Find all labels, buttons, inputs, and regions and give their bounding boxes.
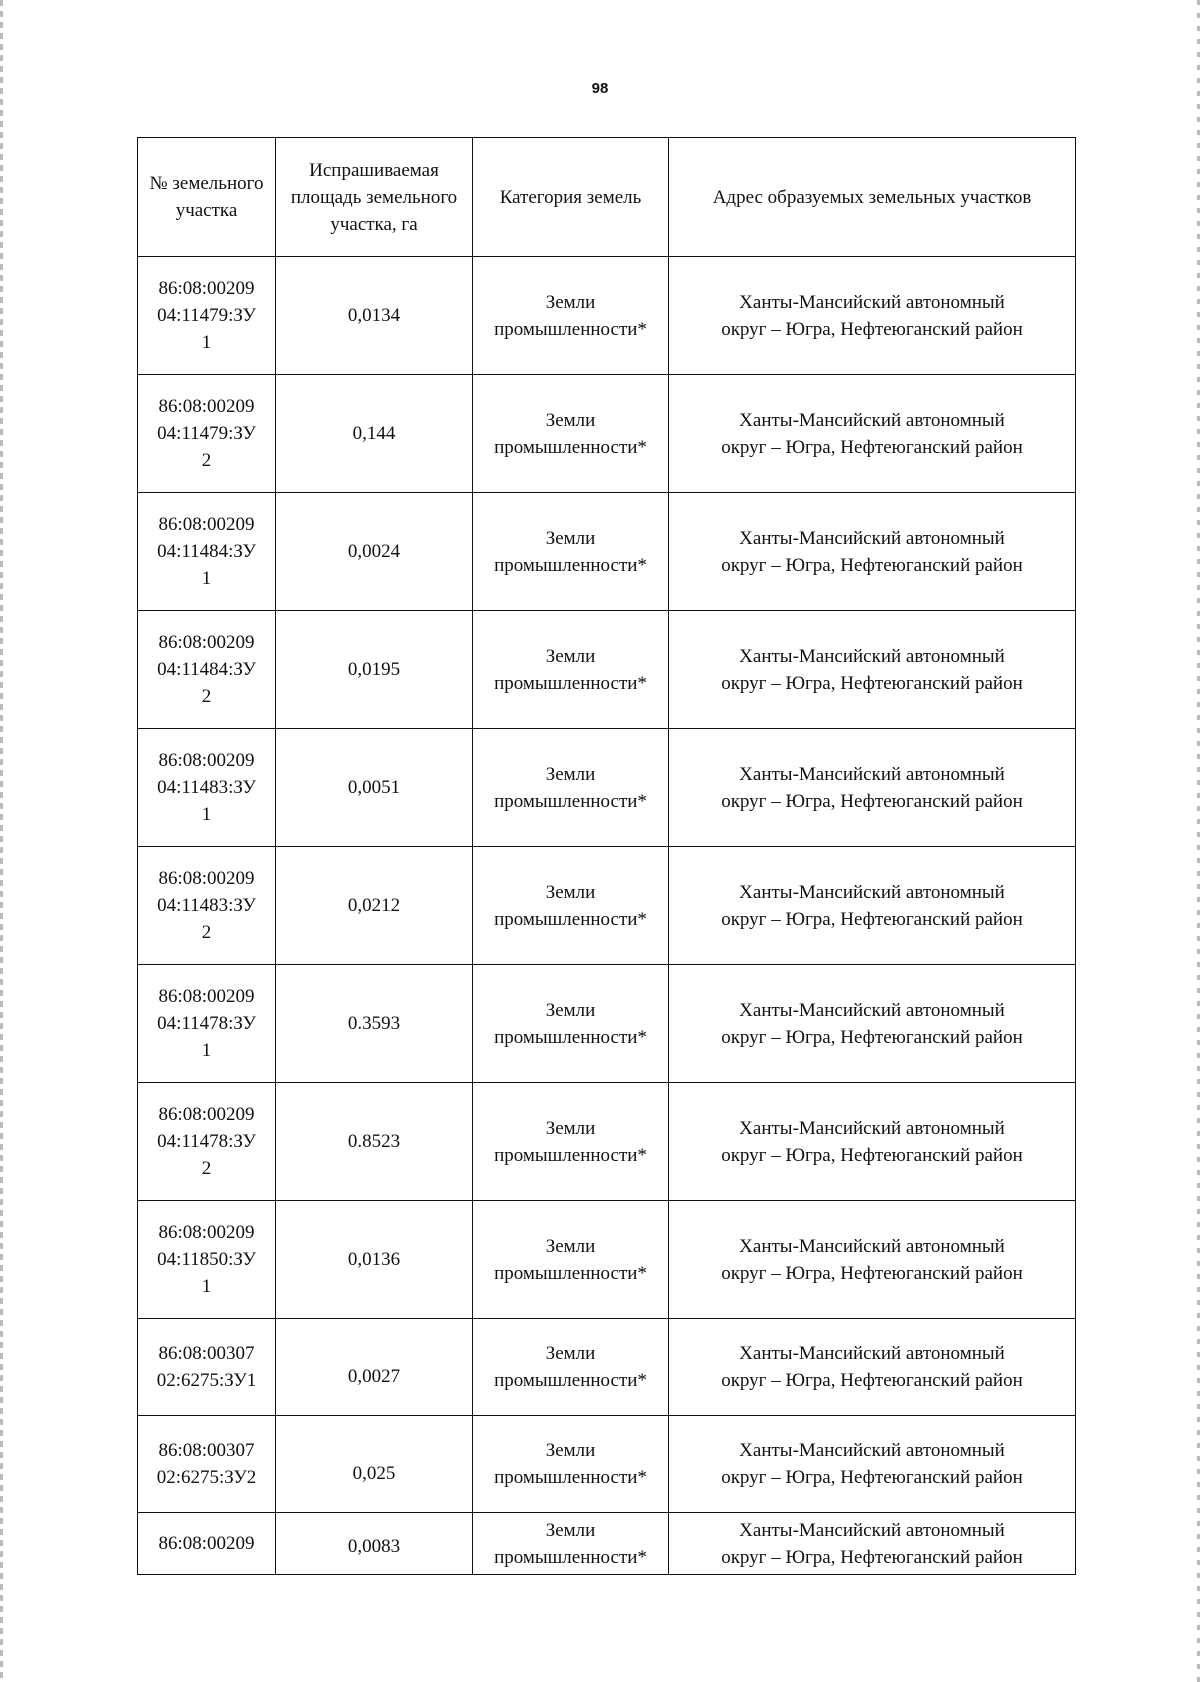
table-row bbox=[138, 611, 1076, 729]
area-cell: 0,0083 bbox=[276, 1513, 473, 1575]
parcel-number-cell-line: 86:08:00307 bbox=[158, 1440, 255, 1461]
parcel-number-cell bbox=[138, 1083, 276, 1201]
table-row bbox=[138, 257, 1076, 375]
land-category-cell bbox=[473, 493, 669, 611]
land-category-cell bbox=[473, 965, 669, 1083]
parcel-number-cell-line: 04:11478:ЗУ bbox=[157, 1131, 256, 1152]
area-cell: 0.3593 bbox=[276, 965, 473, 1083]
land-category-cell bbox=[473, 1201, 669, 1319]
address-cell-line: Ханты-Мансийский автономный bbox=[739, 881, 1005, 903]
parcel-number-cell-line: 86:08:00209 bbox=[158, 278, 255, 299]
parcel-number-cell-line: 86:08:00307 bbox=[158, 1343, 255, 1364]
land-category-cell-line: Земли bbox=[545, 881, 596, 903]
parcel-number-cell bbox=[138, 611, 276, 729]
address-cell bbox=[669, 1083, 1076, 1201]
address-cell bbox=[669, 847, 1076, 965]
address-cell-line: округ – Югра, Нефтеюганский район bbox=[721, 1546, 1023, 1568]
address-cell-line: округ – Югра, Нефтеюганский район bbox=[721, 672, 1023, 694]
parcel-number-cell bbox=[138, 965, 276, 1083]
land-category-cell-line: Земли bbox=[545, 1519, 596, 1541]
address-cell-line: Ханты-Мансийский автономный bbox=[739, 1519, 1005, 1541]
parcel-number-cell-line: 2 bbox=[201, 686, 212, 707]
address-cell bbox=[669, 493, 1076, 611]
address-cell bbox=[669, 1513, 1076, 1575]
header-parcel-number: № земельного участка bbox=[138, 138, 276, 257]
land-category-cell-line: Земли bbox=[545, 1117, 596, 1139]
parcel-number-cell-line: 02:6275:ЗУ1 bbox=[156, 1370, 257, 1391]
parcel-number-cell-line: 2 bbox=[201, 1158, 212, 1179]
address-cell bbox=[669, 729, 1076, 847]
parcel-number-cell bbox=[138, 1416, 276, 1513]
address-cell-line: округ – Югра, Нефтеюганский район bbox=[721, 554, 1023, 576]
land-category-cell-line: промышленности* bbox=[494, 1262, 647, 1284]
address-cell bbox=[669, 375, 1076, 493]
parcel-number-cell-line: 04:11850:ЗУ bbox=[157, 1249, 256, 1270]
table-row bbox=[138, 847, 1076, 965]
table-row bbox=[138, 1201, 1076, 1319]
land-category-cell-line: Земли bbox=[545, 291, 596, 313]
land-category-cell-line: промышленности* bbox=[494, 790, 647, 812]
address-cell-line: Ханты-Мансийский автономный bbox=[739, 409, 1005, 431]
address-cell-line: Ханты-Мансийский автономный bbox=[739, 999, 1005, 1021]
table-row bbox=[138, 729, 1076, 847]
parcel-number-cell-line: 04:11484:ЗУ bbox=[157, 541, 256, 562]
land-category-cell-line: промышленности* bbox=[494, 1144, 647, 1166]
land-category-cell-line: промышленности* bbox=[494, 672, 647, 694]
table-header-row bbox=[138, 138, 1076, 257]
parcel-number-cell bbox=[138, 1201, 276, 1319]
address-cell-line: округ – Югра, Нефтеюганский район bbox=[721, 790, 1023, 812]
land-category-cell-line: Земли bbox=[545, 527, 596, 549]
land-category-cell-line: Земли bbox=[545, 1235, 596, 1257]
parcel-number-cell-line: 04:11483:ЗУ bbox=[157, 895, 256, 916]
parcel-number-cell-line: 04:11484:ЗУ bbox=[157, 659, 256, 680]
land-category-cell bbox=[473, 729, 669, 847]
parcel-number-cell bbox=[138, 493, 276, 611]
parcel-number-cell bbox=[138, 375, 276, 493]
land-category-cell-line: Земли bbox=[545, 999, 596, 1021]
parcel-number-cell-line: 86:08:00209 bbox=[158, 396, 255, 417]
parcel-number-cell-line: 86:08:00209 bbox=[158, 1222, 255, 1243]
table-row bbox=[138, 1083, 1076, 1201]
address-cell-line: округ – Югра, Нефтеюганский район bbox=[721, 1370, 1023, 1391]
parcel-number-cell-line: 86:08:00209 bbox=[158, 514, 255, 535]
parcel-number-cell-line: 1 bbox=[201, 1276, 212, 1297]
parcel-number-cell bbox=[138, 257, 276, 375]
parcel-number-cell-line: 04:11479:ЗУ bbox=[157, 305, 256, 326]
address-cell-line: Ханты-Мансийский автономный bbox=[739, 763, 1005, 785]
land-category-cell-line: Земли bbox=[545, 409, 596, 431]
address-cell-line: округ – Югра, Нефтеюганский район bbox=[721, 1144, 1023, 1166]
land-category-cell-line: промышленности* bbox=[494, 318, 647, 340]
parcel-number-cell-line: 86:08:00209 bbox=[158, 632, 255, 653]
parcel-number-cell-line: 1 bbox=[201, 804, 212, 825]
address-cell-line: Ханты-Мансийский автономный bbox=[739, 1343, 1005, 1364]
address-cell-line: округ – Югра, Нефтеюганский район bbox=[721, 436, 1023, 458]
address-cell-line: Ханты-Мансийский автономный bbox=[739, 291, 1005, 313]
area-cell: 0,0212 bbox=[276, 847, 473, 965]
land-category-cell-line: промышленности* bbox=[494, 436, 647, 458]
parcel-number-cell-line: 1 bbox=[201, 568, 212, 589]
land-category-cell-line: Земли bbox=[545, 1343, 596, 1364]
land-category-cell-line: Земли bbox=[545, 645, 596, 667]
parcel-number-cell bbox=[138, 1319, 276, 1416]
area-cell: 0,0195 bbox=[276, 611, 473, 729]
land-category-cell-line: Земли bbox=[545, 763, 596, 785]
address-cell bbox=[669, 257, 1076, 375]
land-category-cell bbox=[473, 257, 669, 375]
parcel-number-cell-line: 1 bbox=[201, 1040, 212, 1061]
land-category-cell-line: промышленности* bbox=[494, 908, 647, 930]
address-cell-line: округ – Югра, Нефтеюганский район bbox=[721, 1467, 1023, 1488]
address-cell bbox=[669, 1201, 1076, 1319]
parcel-number-cell-line: 86:08:00209 bbox=[158, 986, 255, 1007]
header-requested-area: Испрашиваемая площадь земельного участка, га bbox=[276, 138, 473, 257]
address-cell-line: Ханты-Мансийский автономный bbox=[739, 1235, 1005, 1257]
land-category-cell bbox=[473, 611, 669, 729]
parcel-number-cell bbox=[138, 847, 276, 965]
parcel-number-cell-line: 86:08:00209 bbox=[158, 868, 255, 889]
parcel-number-cell-line: 04:11483:ЗУ bbox=[157, 777, 256, 798]
land-category-cell bbox=[473, 847, 669, 965]
parcel-number-cell-line: 2 bbox=[201, 450, 212, 471]
address-cell bbox=[669, 1319, 1076, 1416]
scan-edge-left bbox=[0, 0, 3, 1682]
address-cell-line: Ханты-Мансийский автономный bbox=[739, 527, 1005, 549]
area-cell: 0.8523 bbox=[276, 1083, 473, 1201]
land-category-cell-line: промышленности* bbox=[494, 1370, 647, 1391]
area-cell: 0,144 bbox=[276, 375, 473, 493]
address-cell-line: округ – Югра, Нефтеюганский район bbox=[721, 1262, 1023, 1284]
table-row bbox=[138, 1513, 1076, 1575]
address-cell bbox=[669, 965, 1076, 1083]
parcel-number-cell-line: 04:11478:ЗУ bbox=[157, 1013, 256, 1034]
area-cell: 0,0024 bbox=[276, 493, 473, 611]
header-land-category: Категория земель bbox=[473, 138, 669, 257]
address-cell-line: Ханты-Мансийский автономный bbox=[739, 1440, 1005, 1461]
parcel-number-cell-line: 86:08:00209 bbox=[158, 750, 255, 771]
address-cell-line: округ – Югра, Нефтеюганский район bbox=[721, 908, 1023, 930]
land-category-cell bbox=[473, 1083, 669, 1201]
land-category-cell-line: промышленности* bbox=[494, 1026, 647, 1048]
table-row bbox=[138, 375, 1076, 493]
land-category-cell-line: промышленности* bbox=[494, 1467, 647, 1488]
address-cell-line: Ханты-Мансийский автономный bbox=[739, 645, 1005, 667]
address-cell-line: округ – Югра, Нефтеюганский район bbox=[721, 318, 1023, 340]
area-cell: 0,0134 bbox=[276, 257, 473, 375]
parcel-number-cell bbox=[138, 729, 276, 847]
land-category-cell bbox=[473, 1513, 669, 1575]
table-row bbox=[138, 965, 1076, 1083]
parcel-number-cell-line: 1 bbox=[201, 332, 212, 353]
area-cell: 0,0027 bbox=[276, 1319, 473, 1416]
parcel-number-cell-line: 2 bbox=[201, 922, 212, 943]
land-category-cell bbox=[473, 1416, 669, 1513]
land-category-cell-line: промышленности* bbox=[494, 554, 647, 576]
land-category-cell-line: промышленности* bbox=[494, 1546, 647, 1568]
parcel-number-cell bbox=[138, 1513, 276, 1575]
land-category-cell bbox=[473, 375, 669, 493]
header-address: Адрес образуемых земельных участков bbox=[669, 138, 1076, 257]
table-row bbox=[138, 1416, 1076, 1513]
address-cell-line: Ханты-Мансийский автономный bbox=[739, 1117, 1005, 1139]
address-cell bbox=[669, 1416, 1076, 1513]
area-cell: 0,0136 bbox=[276, 1201, 473, 1319]
page-number: 98 bbox=[591, 80, 609, 97]
land-parcels-table bbox=[137, 137, 1076, 1575]
parcel-number-cell-line: 86:08:00209 bbox=[158, 1104, 255, 1125]
parcel-number-cell-line: 86:08:00209 bbox=[158, 1533, 255, 1554]
parcel-number-cell-line: 04:11479:ЗУ bbox=[157, 423, 256, 444]
table-row bbox=[138, 1319, 1076, 1416]
address-cell bbox=[669, 611, 1076, 729]
table-body bbox=[138, 257, 1076, 1575]
address-cell-line: округ – Югра, Нефтеюганский район bbox=[721, 1026, 1023, 1048]
area-cell: 0,0051 bbox=[276, 729, 473, 847]
area-cell: 0,025 bbox=[276, 1416, 473, 1513]
table-row bbox=[138, 493, 1076, 611]
parcel-number-cell-line: 02:6275:ЗУ2 bbox=[156, 1467, 257, 1488]
land-category-cell bbox=[473, 1319, 669, 1416]
land-category-cell-line: Земли bbox=[545, 1440, 596, 1461]
